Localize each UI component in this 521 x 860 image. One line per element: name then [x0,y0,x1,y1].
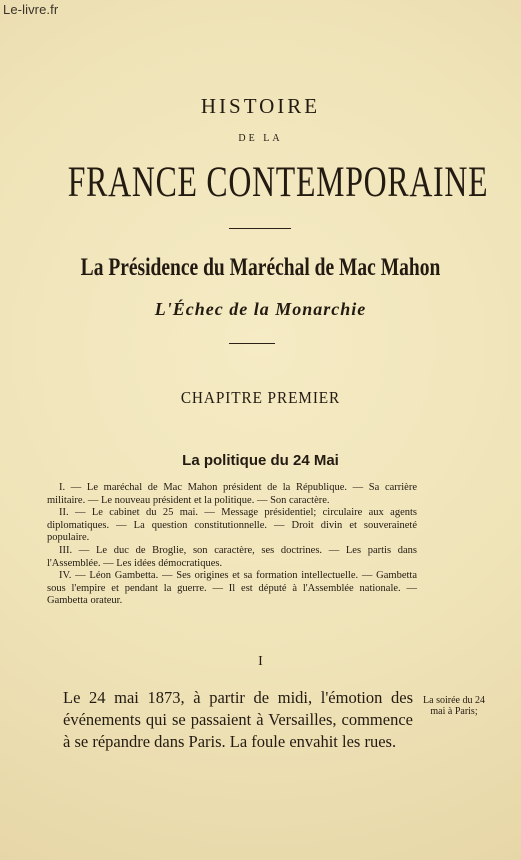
series-main-title: FRANCE CONTEMPORAINE [67,159,489,206]
divider-rule [229,343,275,344]
margin-note: La soirée du 24 mai à Paris; [423,695,485,717]
series-subtitle-connector: DE LA [238,133,283,144]
volume-title: La Présidence du Maréchal de Mac Mahon [80,254,441,281]
summary-item: III. — Le duc de Broglie, son caractère, ses doctrines. — Les partis dans l'Assemblée. — Les idées démocratiques. [47,544,417,569]
summary-item: II. — Le cabinet du 25 mai. — Message présidentiel; circulaire aux agents diplomatiques. — La question constitutionnelle. — Droit divin et souveraineté populaire. [47,507,417,544]
body-paragraph: Le 24 mai 1873, à partir de midi, l'émotion des événements qui se passaient à Versailles, commence à se répandre dans Paris. La foule envahit les rues. [63,688,413,751]
summary-item: IV. — Léon Gambetta. — Ses origines et sa formation intellectuelle. — Gambetta sous l'empire et pendant la guerre. — Il est député à l'Assemblée nationale. — Gambetta orateur. [47,570,417,607]
series-title: HISTOIRE [200,94,321,118]
volume-subtitle: L'Échec de la Monarchie [154,299,367,319]
chapter-summary [47,482,417,608]
watermark: Le-livre.fr [3,2,59,17]
chapter-heading: CHAPITRE PREMIER [180,388,341,407]
chapter-title: La politique du 24 Mai [182,452,339,469]
section-number: I [258,654,263,669]
divider-rule [229,228,291,229]
summary-item: I. — Le maréchal de Mac Mahon président de la République. — Sa carrière militaire. — Le nouveau président et la politique. — Son caractère. [47,482,417,506]
